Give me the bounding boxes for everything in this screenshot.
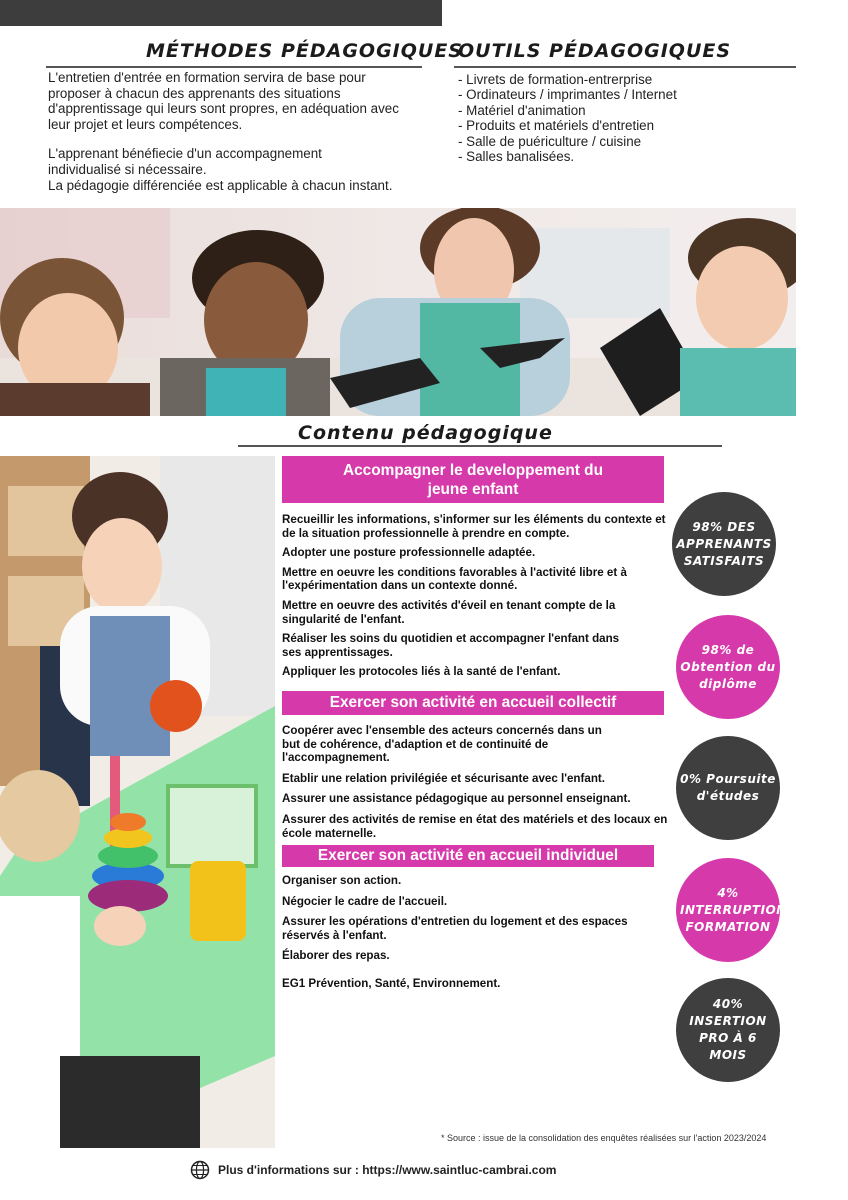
contenu-title: Contenu pédagogique (298, 422, 553, 444)
list-item: Mettre en oeuvre les conditions favorables à l'activité libre et à l'expérimentation dans un contexte donné. (282, 565, 627, 593)
methodes-para1: L'entretien d'entrée en formation servira de base pour proposer à chacun des apprenants des situations d'apprentissage qui leurs sont propres, en adéquation avec leur projet et leurs compétences. (48, 70, 399, 132)
outils-item: - Salles banalisées. (458, 149, 575, 165)
outils-rule (454, 66, 796, 68)
section-list-collectif (282, 724, 674, 840)
source-note: * Source : issue de la consolidation des enquêtes réalisées sur l'action 2023/2024 (441, 1133, 767, 1143)
outils-item: - Matériel d'animation (458, 102, 586, 118)
section-header-text: Accompagner le developpement du jeune enfant (343, 461, 603, 498)
list-item: Appliquer les protocoles liés à la santé de l'enfant. (282, 665, 561, 679)
list-item: Assurer une assistance pédagogique au personnel enseignant. (282, 792, 631, 806)
stat-text: 98% de Obtention du diplôme (680, 642, 776, 691)
outils-item: - Salle de puériculture / cuisine (458, 133, 642, 149)
stat-circle-interruption (676, 858, 787, 962)
methodes-rule (46, 66, 422, 68)
list-item: Coopérer avec l'ensemble des acteurs concernés dans un but de cohérence, d'adaption et de continuité de l'accompagnement. (282, 724, 602, 765)
side-photo (0, 456, 275, 1148)
list-item: EG1 Prévention, Santé, Environnement. (282, 976, 501, 990)
stat-text: 40% INSERTION PRO À 6 MOIS (689, 997, 767, 1062)
banner-photo (0, 208, 796, 416)
stat-text: 0% Poursuite d'études (680, 772, 776, 803)
list-item: Négocier le cadre de l'accueil. (282, 894, 448, 908)
contenu-rule (238, 445, 722, 447)
stat-circle-satisfaction (672, 492, 776, 596)
methodes-para2-line2: La pédagogie différenciée est applicable à chacun instant. (48, 177, 393, 193)
globe-icon (190, 1160, 210, 1180)
methodes-title: MÉTHODES PÉDAGOGIQUES (146, 40, 463, 62)
outils-item: - Livrets de formation-entrerprise (458, 72, 653, 87)
children-crafting-image (0, 208, 796, 416)
list-item: Mettre en oeuvre des activités d'éveil en tenant compte de la singularité de l'enfant. (282, 598, 616, 626)
methodes-para2-line1: L'apprenant bénéfiecie d'un accompagnement individualisé si nécessaire. (48, 146, 322, 177)
section-list-developpement (282, 513, 668, 679)
list-item: Organiser son action. (282, 874, 402, 887)
outils-list (458, 72, 788, 164)
stat-circle-diplome (676, 615, 780, 719)
list-item: Réaliser les soins du quotidien et accompagner l'enfant dans ses apprentissages. (282, 632, 620, 659)
stat-text: 4% INTERRUPTION FORMATION (680, 885, 787, 934)
section-list-individuel (282, 874, 674, 991)
section-header-collectif: Exercer son activité en accueil collectif (282, 691, 664, 715)
footer-link[interactable]: Plus d'informations sur : https://www.saintluc-cambrai.com (218, 1163, 557, 1177)
list-item: Adopter une posture professionnelle adaptée. (282, 546, 536, 560)
list-item: Assurer des activités de remise en état des matériels et des locaux en école maternelle. (282, 812, 668, 840)
outils-title: OUTILS PÉDAGOGIQUES (458, 40, 732, 62)
outils-item: - Ordinateurs / imprimantes / Internet (458, 87, 677, 103)
top-bar (0, 0, 442, 26)
outils-item: - Produits et matériels d'entretien (458, 118, 655, 134)
methodes-text (48, 70, 418, 193)
list-item: Assurer les opérations d'entretien du logement et des espaces réservés à l'enfant. (282, 915, 628, 942)
stat-text: 98% DES APPRENANTS SATISFAITS (676, 519, 772, 568)
section-header-individuel: Exercer son activité en accueil individuel (282, 845, 654, 867)
footer (190, 1160, 556, 1180)
stat-circle-poursuite (676, 736, 780, 840)
list-item: Élaborer des repas. (282, 949, 390, 963)
toddlers-playing-image (0, 456, 275, 1148)
section-header-developpement (282, 456, 664, 503)
stat-circle-insertion (676, 978, 780, 1082)
list-item: Etablir une relation privilégiée et sécurisante avec l'enfant. (282, 771, 605, 785)
list-item: Recueillir les informations, s'informer sur les éléments du contexte et de la situation professionnelle à prendre en compte. (282, 513, 666, 540)
